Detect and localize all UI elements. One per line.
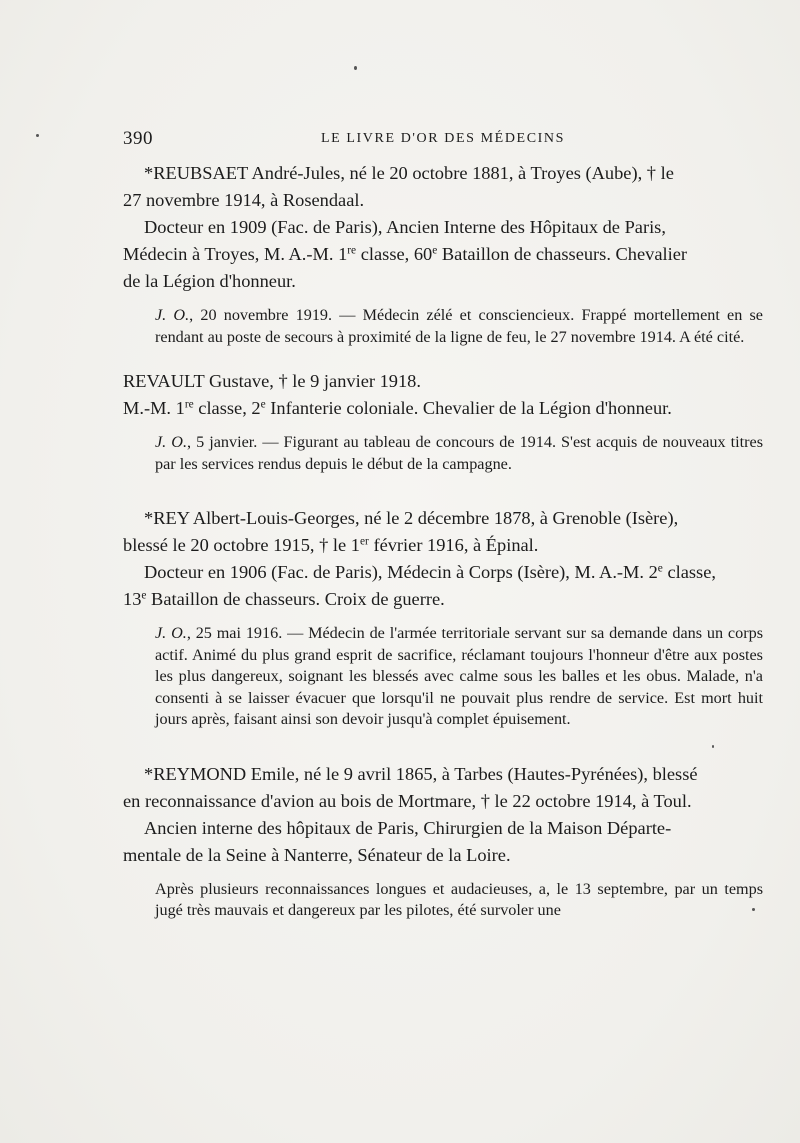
career-text: classe,	[662, 562, 716, 582]
heading-line: 27 novembre 1914, à Rosendaal.	[123, 190, 365, 210]
entry-career-cont	[123, 268, 763, 295]
ordinal-suffix: re	[184, 398, 194, 411]
heading-line: *REY Albert-Louis-Georges, né le 2 décembre 1878, à Grenoble (Isère),	[144, 508, 679, 528]
heading-line: *REUBSAET André-Jules, né le 20 octobre 1881, à Troyes (Aube), † le	[144, 163, 674, 183]
entry-citation	[123, 623, 763, 731]
entry-heading	[123, 505, 763, 532]
running-title: LE LIVRE D'OR DES MÉDECINS	[320, 131, 565, 146]
citation-text: , 25 mai 1916. — Médecin de l'armée territoriale servant sur sa demande dans un corps actif. Animé du plus grand esprit de sacrifice, réclamant toujours l'honneur d'être aux postes les plus dangereux, soignant les blessés avec calme sous les balles et les obus. Malade, n'a consenti à se laisser évacuer que lorsqu'il ne pouvait plus rendre de service. Est mort huit jours après, faisant ainsi son devoir jusqu'à complet épuisement.	[155, 624, 763, 728]
heading-text: blessé le 20 octobre 1915, † le 1	[123, 535, 360, 555]
entry-heading	[123, 160, 763, 187]
entry-career	[123, 815, 763, 842]
entry-career	[123, 559, 763, 586]
ordinal-suffix: e	[432, 244, 438, 257]
career-text: 13	[123, 589, 142, 609]
citation-source: J. O.	[155, 624, 187, 642]
entry-reymond	[123, 761, 763, 922]
entry-heading-cont	[123, 532, 763, 559]
career-text: Médecin à Troyes, M. A.-M. 1	[123, 244, 348, 264]
career-line: Ancien interne des hôpitaux de Paris, Chirurgien de la Maison Départe-	[144, 817, 672, 838]
ordinal-suffix: e	[657, 562, 663, 575]
entry-citation	[123, 879, 763, 922]
entry-heading	[123, 761, 763, 788]
career-line: mentale de la Seine à Nanterre, Sénateur de la Loire.	[123, 844, 511, 865]
page-header	[123, 128, 763, 152]
entry-career	[123, 214, 763, 241]
entry-citation	[123, 305, 763, 348]
citation-source: J. O.	[155, 306, 190, 324]
entry-career-cont	[123, 241, 763, 268]
ink-speck	[36, 134, 39, 137]
page-number: 390	[123, 128, 153, 149]
citation-text: , 5 janvier. — Figurant au tableau de concours de 1914. S'est acquis de nouveaux titres par les services rendus depuis le début de la campagne.	[155, 433, 763, 473]
career-text: classe, 2	[193, 398, 261, 418]
ordinal-suffix: e	[260, 398, 266, 411]
citation-text: Après plusieurs reconnaissances longues et audacieuses, a, le 13 septembre, par un temps jugé très mauvais et dangereux par les pilotes, été survoler une	[155, 879, 763, 919]
entry-citation	[123, 432, 763, 475]
career-line: Docteur en 1909 (Fac. de Paris), Ancien Interne des Hôpitaux de Paris,	[144, 217, 666, 237]
entry-career-cont	[123, 586, 763, 613]
career-text: Bataillon de chasseurs. Chevalier	[437, 244, 688, 264]
ordinal-suffix: e	[141, 589, 147, 602]
ordinal-suffix: re	[347, 244, 357, 257]
career-text: classe, 60	[356, 244, 433, 264]
career-text: Bataillon de chasseurs. Croix de guerre.	[146, 589, 445, 609]
citation-source: J. O.	[155, 433, 187, 451]
ink-speck	[354, 66, 357, 70]
career-text: Docteur en 1906 (Fac. de Paris), Médecin à Corps (Isère), M. A.-M. 2	[144, 562, 658, 582]
career-line: de la Légion d'honneur.	[123, 271, 296, 291]
entry-reubsaet	[123, 160, 763, 348]
ordinal-suffix: er	[359, 535, 369, 548]
entry-heading-cont	[123, 187, 763, 214]
heading-line: REVAULT Gustave, † le 9 janvier 1918.	[123, 371, 421, 391]
entry-rey	[123, 505, 763, 731]
heading-line: *REYMOND Emile, né le 9 avril 1865, à Tarbes (Hautes-Pyrénées), blessé	[144, 763, 698, 784]
heading-text: février 1916, à Épinal.	[368, 535, 539, 555]
entry-heading	[123, 368, 763, 395]
entry-revault	[123, 368, 763, 475]
entry-heading-cont	[123, 788, 763, 815]
citation-text: , 20 novembre 1919. — Médecin zélé et consciencieux. Frappé mortellement en se rendant au poste de secours à proximité de la ligne de feu, le 27 novembre 1914. A été cité.	[155, 306, 763, 346]
career-text: M.-M. 1	[123, 398, 185, 418]
entry-career	[123, 395, 763, 422]
career-text: Infanterie coloniale. Chevalier de la Légion d'honneur.	[265, 398, 672, 418]
heading-line: en reconnaissance d'avion au bois de Mortmare, † le 22 octobre 1914, à Toul.	[123, 790, 692, 811]
entry-career-cont	[123, 842, 763, 869]
page-body	[123, 160, 763, 922]
